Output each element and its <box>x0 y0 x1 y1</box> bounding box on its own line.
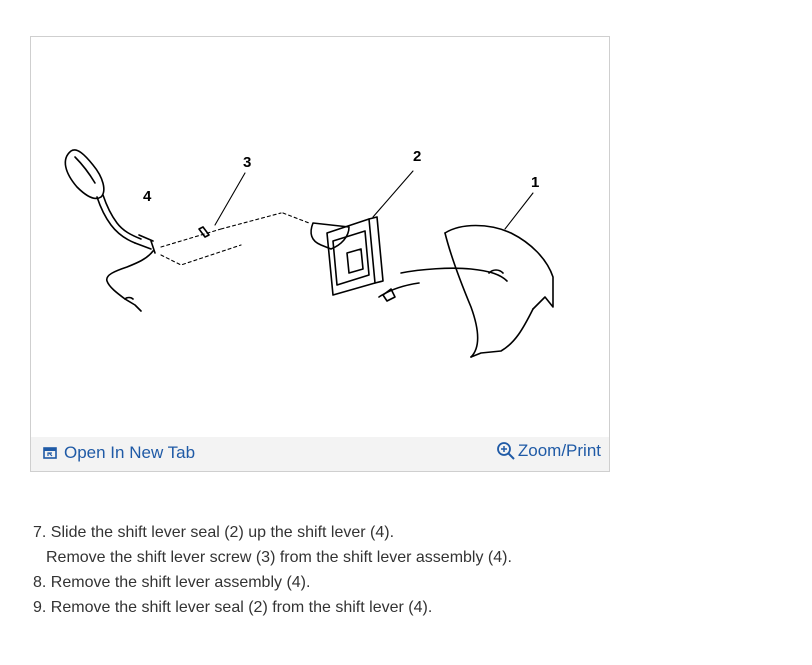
open-in-new-tab-link[interactable] <box>43 443 195 463</box>
figure-action-bar <box>31 437 609 471</box>
step-7-line-1: 7. Slide the shift lever seal (2) up the shift lever (4). <box>33 524 395 541</box>
shift-lever-screw <box>199 227 209 237</box>
callout-3: 3 <box>243 154 252 171</box>
shift-lever-knob <box>65 150 103 199</box>
column-cover <box>379 226 553 358</box>
open-in-new-tab-label: Open In New Tab <box>64 443 196 462</box>
shift-lever-seal <box>311 217 383 295</box>
step-7-line-2: Remove the shift lever screw (3) from the shift lever assembly (4). <box>46 549 512 566</box>
magnifier-plus-icon <box>496 441 516 461</box>
zoom-print-link[interactable] <box>496 441 601 461</box>
shift-lever-diagram <box>31 37 609 437</box>
external-tab-icon <box>43 447 57 460</box>
callout-4: 4 <box>143 188 152 205</box>
shift-lever-wire <box>107 251 153 311</box>
instruction-steps <box>33 520 512 620</box>
step-8: 8. Remove the shift lever assembly (4). <box>33 574 311 591</box>
callout-1: 1 <box>531 174 540 191</box>
callout-2: 2 <box>413 148 422 165</box>
zoom-print-label: Zoom/Print <box>517 441 601 460</box>
figure-container <box>30 36 610 472</box>
step-9: 9. Remove the shift lever seal (2) from the shift lever (4). <box>33 599 433 616</box>
